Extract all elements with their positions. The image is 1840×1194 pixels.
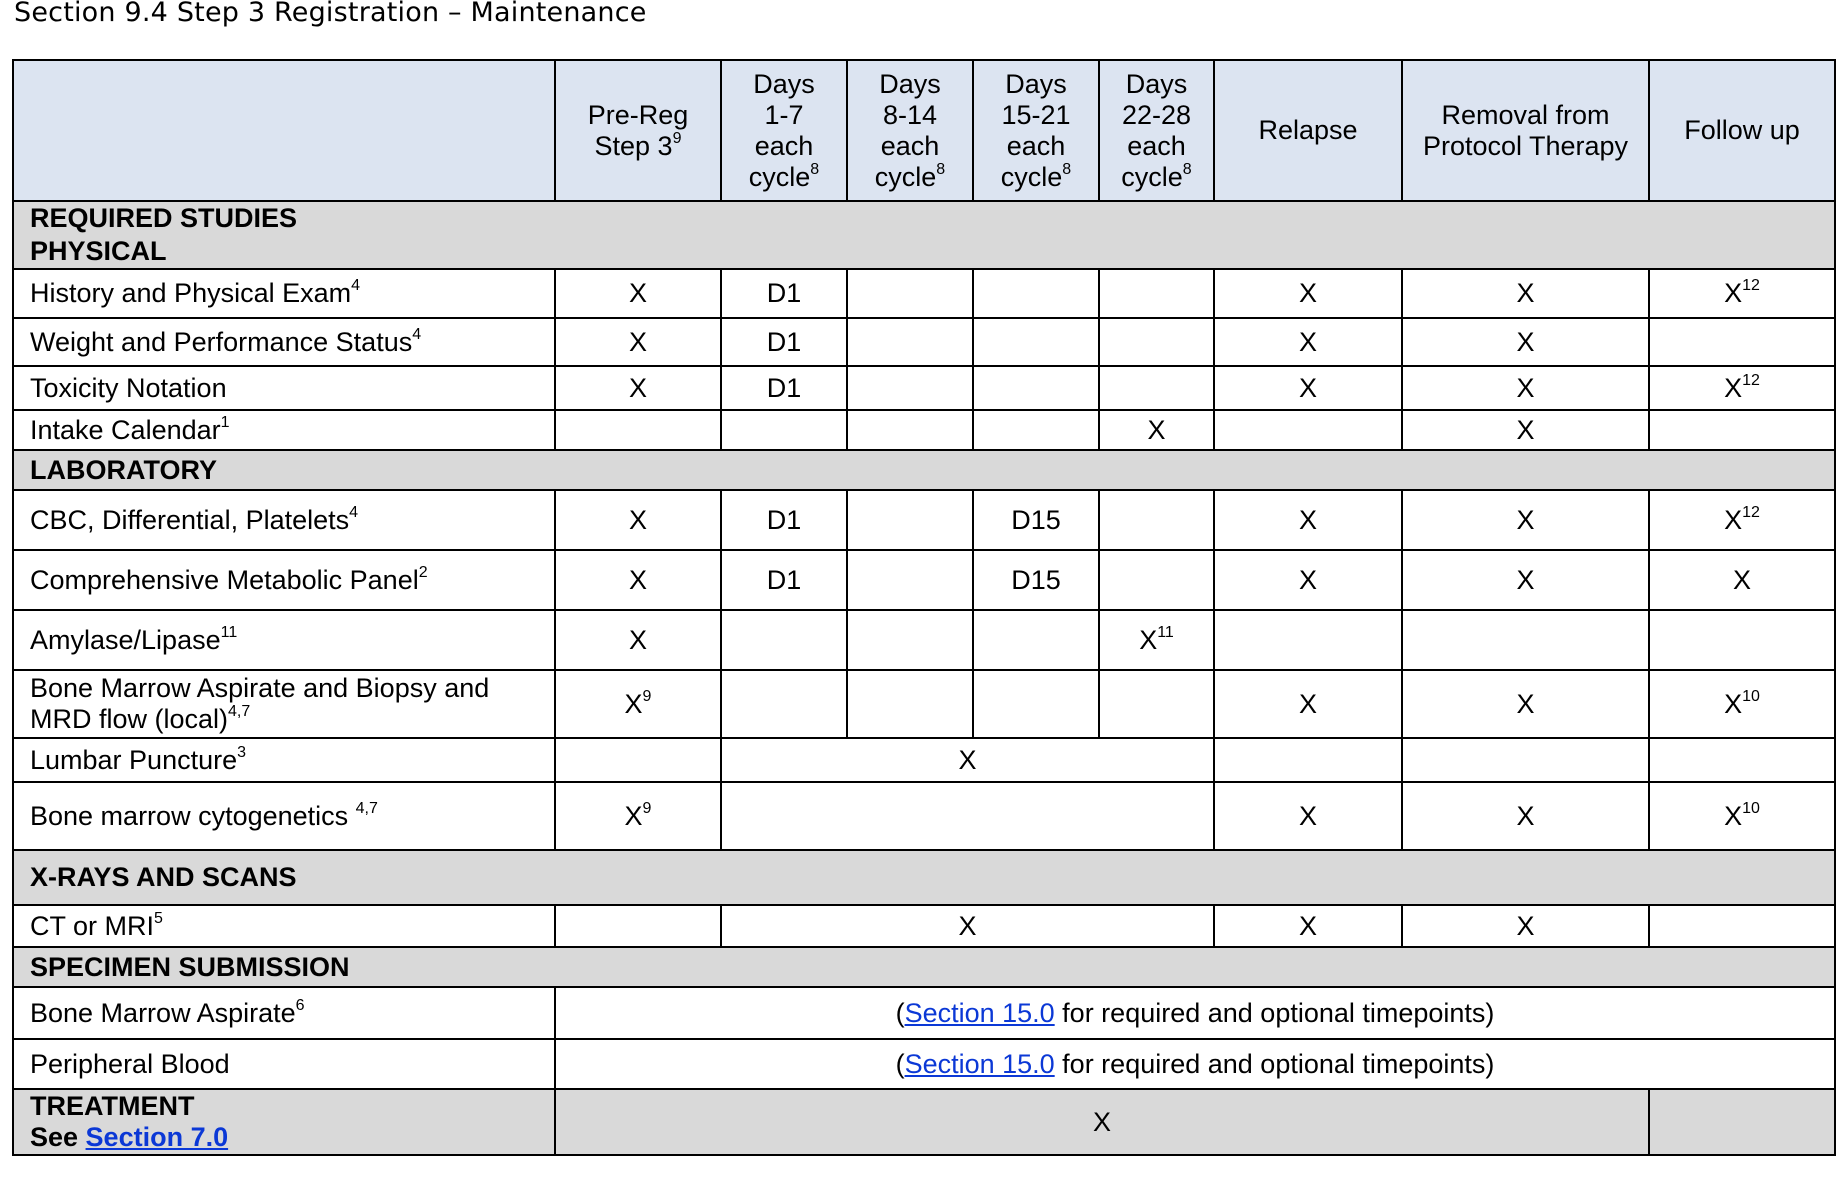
table-row: Bone Marrow Aspirate$^6$ (Section 15.0 for required and optional timepoints) bbox=[13, 987, 1835, 1039]
section-15-link[interactable]: Section 15.0 bbox=[904, 997, 1055, 1028]
row-label: History and Physical Exam$^4$ bbox=[13, 269, 555, 318]
row-label: Amylase/Lipase$^{11}$ bbox=[13, 610, 555, 670]
header-row bbox=[13, 60, 1835, 201]
section-xrays-and-scans: X-RAYS AND SCANS bbox=[13, 850, 1835, 905]
header-relapse: Relapse bbox=[1214, 60, 1402, 201]
table-row: Bone Marrow Aspirate and Biopsy and MRD flow (local)$^{4,7}$ $X^9$ X X $X^{10}$ bbox=[13, 670, 1835, 738]
table-row: Lumbar Puncture$^3$ X bbox=[13, 738, 1835, 782]
row-label: Lumbar Puncture$^3$ bbox=[13, 738, 555, 782]
section-physical: PHYSICAL bbox=[13, 235, 1835, 269]
table-row: Intake Calendar$^1$ X X bbox=[13, 410, 1835, 450]
row-label: Weight and Performance Status$^4$ bbox=[13, 318, 555, 366]
study-calendar-table bbox=[12, 59, 1836, 1156]
section-specimen-submission: SPECIMEN SUBMISSION bbox=[13, 947, 1835, 987]
table-row: Weight and Performance Status$^4$ X D1 X X bbox=[13, 318, 1835, 366]
table-row: Peripheral Blood (Section 15.0 for required and optional timepoints) bbox=[13, 1039, 1835, 1089]
header-blank bbox=[13, 60, 555, 201]
row-label: Bone Marrow Aspirate and Biopsy and MRD flow (local)$^{4,7}$ bbox=[13, 670, 555, 738]
row-label: Bone marrow cytogenetics $^{4,7}$ bbox=[13, 782, 555, 850]
section-15-link[interactable]: Section 15.0 bbox=[904, 1048, 1055, 1079]
header-days-15-21: Days 15-21 each cycle$^8$ bbox=[973, 60, 1099, 201]
section-required-studies: REQUIRED STUDIES bbox=[13, 201, 1835, 235]
row-label: Toxicity Notation bbox=[13, 366, 555, 410]
table-row: Comprehensive Metabolic Panel$^2$ X D1 D15 X X X bbox=[13, 550, 1835, 610]
section-7-link[interactable]: Section 7.0 bbox=[85, 1122, 229, 1152]
section-laboratory: LABORATORY bbox=[13, 450, 1835, 490]
row-label: CT or MRI$^5$ bbox=[13, 905, 555, 947]
header-days-8-14: Days 8-14 each cycle$^8$ bbox=[847, 60, 973, 201]
treatment-row: TREATMENT See Section 7.0 X bbox=[13, 1089, 1835, 1155]
table-row: Bone marrow cytogenetics $^{4,7}$ $X^9$ X X $X^{10}$ bbox=[13, 782, 1835, 850]
header-removal: Removal from Protocol Therapy bbox=[1402, 60, 1649, 201]
row-label: Intake Calendar$^1$ bbox=[13, 410, 555, 450]
header-prereg: Pre-Reg Step $3^9$ bbox=[555, 60, 721, 201]
header-follow-up: Follow up bbox=[1649, 60, 1835, 201]
row-label: Peripheral Blood bbox=[13, 1039, 555, 1089]
header-days-1-7: Days 1-7 each cycle$^8$ bbox=[721, 60, 847, 201]
header-days-22-28: Days 22-28 each cycle$^8$ bbox=[1099, 60, 1214, 201]
table-row: History and Physical Exam$^4$ X D1 X X $X^{12}$ bbox=[13, 269, 1835, 318]
table-row: CBC, Differential, Platelets$^4$ X D1 D15 X X $X^{12}$ bbox=[13, 490, 1835, 550]
treatment-label: TREATMENT See Section 7.0 bbox=[13, 1089, 555, 1155]
page-title: Section 9.4 Step 3 Registration – Maintenance bbox=[14, 0, 647, 28]
table-row: Amylase/Lipase$^{11}$ X $X^{11}$ bbox=[13, 610, 1835, 670]
row-label: Bone Marrow Aspirate$^6$ bbox=[13, 987, 555, 1039]
row-label: CBC, Differential, Platelets$^4$ bbox=[13, 490, 555, 550]
table-row: CT or MRI$^5$ X X X bbox=[13, 905, 1835, 947]
table-row: Toxicity Notation X D1 X X $X^{12}$ bbox=[13, 366, 1835, 410]
row-label: Comprehensive Metabolic Panel$^2$ bbox=[13, 550, 555, 610]
